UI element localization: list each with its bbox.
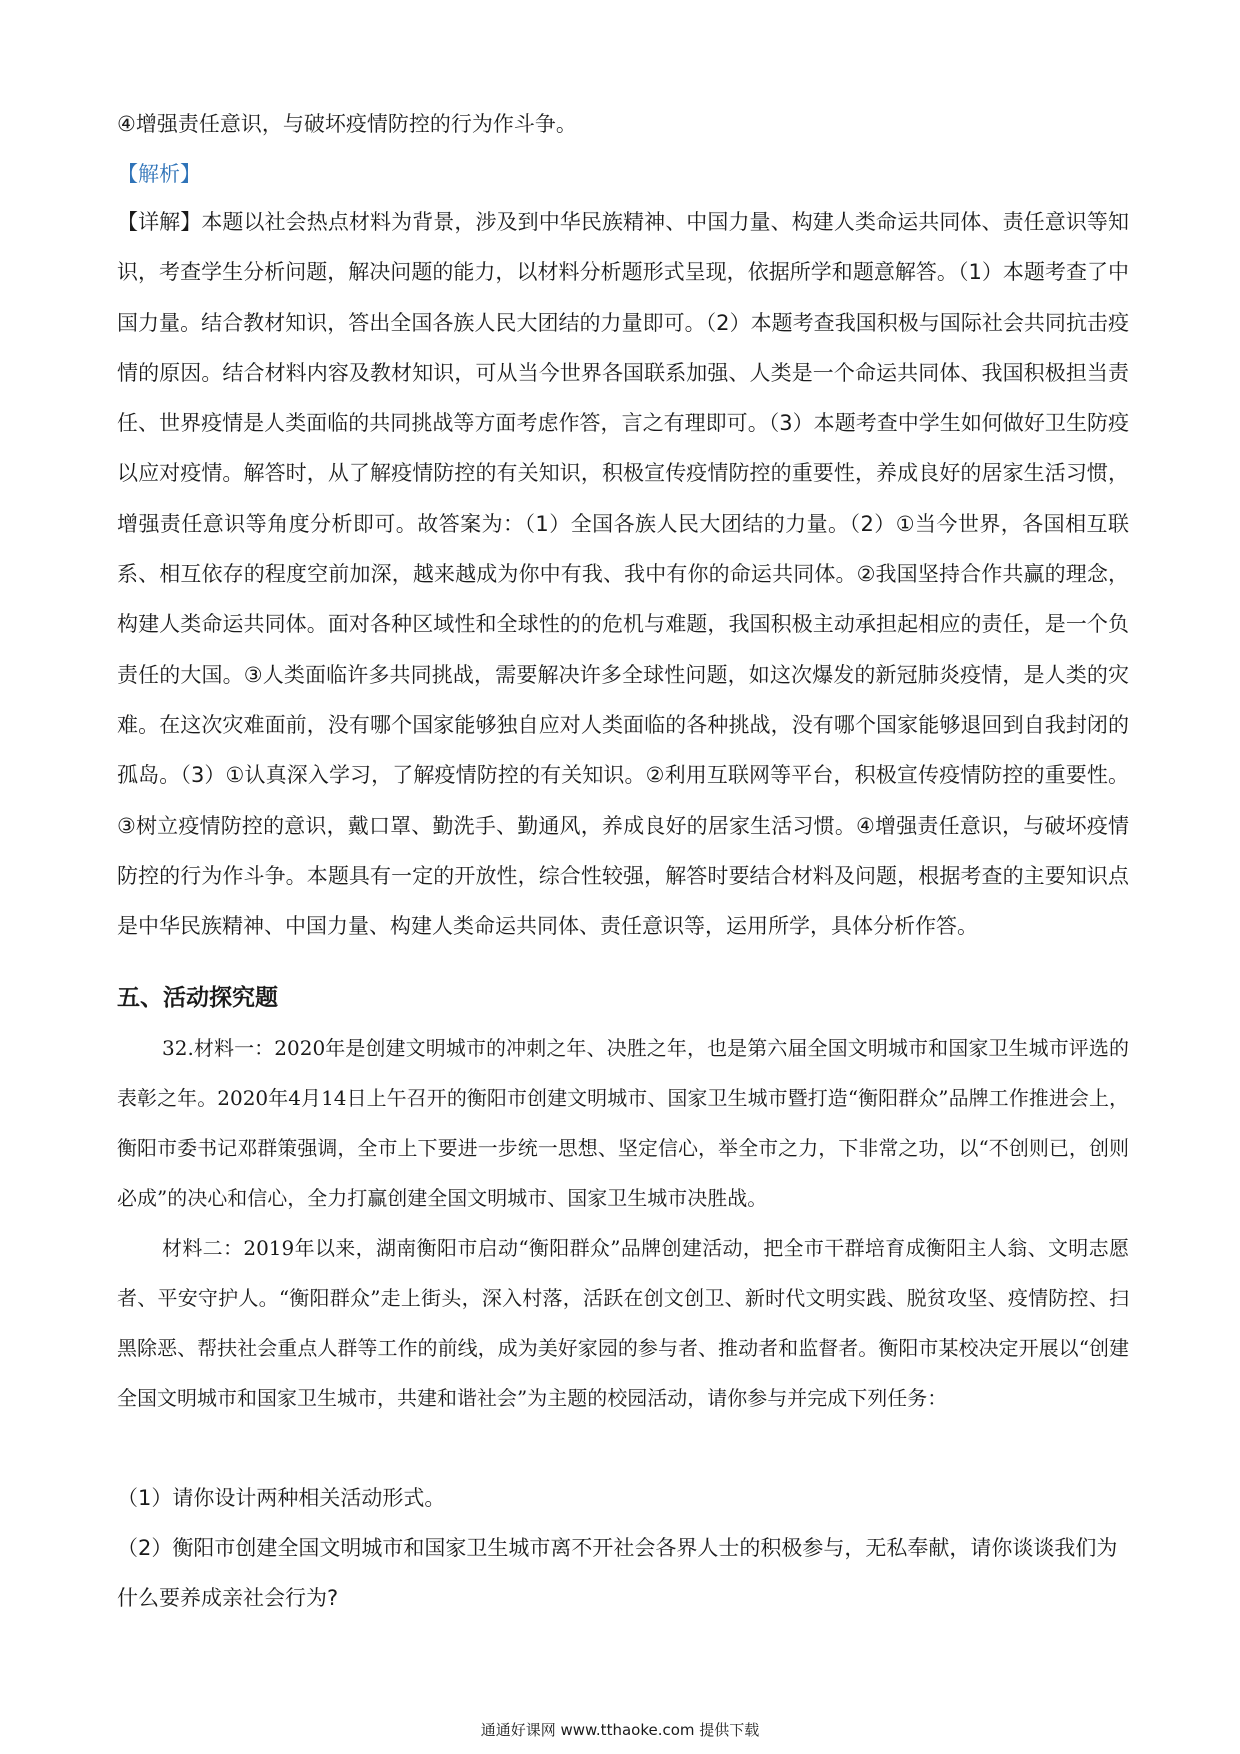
- section-heading: 五、活动探究题: [117, 984, 278, 1011]
- question-two: （2）衡阳市创建全国文明城市和国家卫生城市离不开社会各界人士的积极参与，无私奉献，请你谈谈我们为什么要养成亲社会行为?: [117, 1536, 1118, 1610]
- answer-continuation: ④增强责任意识，与破坏疫情防控的行为作斗争。: [117, 112, 577, 136]
- page-footer: 通通好课网 www.tthaoke.com 提供下载: [480, 1721, 760, 1739]
- material-one: 32.材料一：2020年是创建文明城市的冲刺之年、决胜之年，也是第六届全国文明城市和国家卫生城市评选的表彰之年。2020年4月14日上午召开的衡阳市创建文明城市、国家卫生城市暨打造“衡阳群众”品牌工作推进会上，衡阳市委书记邓群策强调，全市上下要进一步统一思想、坚定信心，举全市之力，下非常之功，以“不创则已，创则必成”的决心和信心，全力打赢创建全国文明城市、国家卫生城市决胜战。: [117, 1036, 1129, 1210]
- question-one: （1）请你设计两种相关活动形式。: [117, 1486, 446, 1510]
- material-two: 材料二：2019年以来，湖南衡阳市启动“衡阳群众”品牌创建活动，把全市干群培育成衡阳主人翁、文明志愿者、平安守护人。“衡阳群众”走上街头，深入村落，活跃在创文创卫、新时代文明实践、脱贫攻坚、疫情防控、扫黑除恶、帮扶社会重点人群等工作的前线，成为美好家园的参与者、推动者和监督者。衡阳市某校决定开展以“创建全国文明城市和国家卫生城市，共建和谐社会”为主题的校园活动，请你参与并完成下列任务：: [117, 1236, 1129, 1410]
- analysis-label: 【解析】: [117, 162, 201, 186]
- detail-explanation: 【详解】本题以社会热点材料为背景，涉及到中华民族精神、中国力量、构建人类命运共同体、责任意识等知识，考查学生分析问题，解决问题的能力，以材料分析题形式呈现，依据所学和题意解答。（1）本题考查了中国力量。结合教材知识，答出全国各族人民大团结的力量即可。（2）本题考查我国积极与国际社会共同抗击疫情的原因。结合材料内容及教材知识，可从当今世界各国联系加强、人类是一个命运共同体、我国积极担当责任、世界疫情是人类面临的共同挑战等方面考虑作答，言之有理即可。（3）本题考查中学生如何做好卫生防疫以应对疫情。解答时，从了解疫情防控的有关知识，积极宣传疫情防控的重要性，养成良好的居家生活习惯，增强责任意识等角度分析即可。故答案为：（1）全国各族人民大团结的力量。（2）①当今世界，各国相互联系、相互依存的程度空前加深，越来越成为你中有我、我中有你的命运共同体。②我国坚持合作共赢的理念，构建人类命运共同体。面对各种区域性和全球性的的危机与难题，我国积极主动承担起相应的责任，是一个负责任的大国。③人类面临许多共同挑战，需要解决许多全球性问题，如这次爆发的新冠肺炎疫情，是人类的灾难。在这次灾难面前，没有哪个国家能够独自应对人类面临的各种挑战，没有哪个国家能够退回到自我封闭的孤岛。（3）①认真深入学习，了解疫情防控的有关知识。②利用互联网等平台，积极宣传疫情防控的重要性。③树立疫情防控的意识，戴口罩、勤洗手、勤通风，养成良好的居家生活习惯。④增强责任意识，与破坏疫情防控的行为作斗争。本题具有一定的开放性，综合性较强，解答时要结合材料及问题，根据考查的主要知识点是中华民族精神、中国力量、构建人类命运共同体、责任意识等，运用所学，具体分析作答。: [117, 210, 1129, 939]
